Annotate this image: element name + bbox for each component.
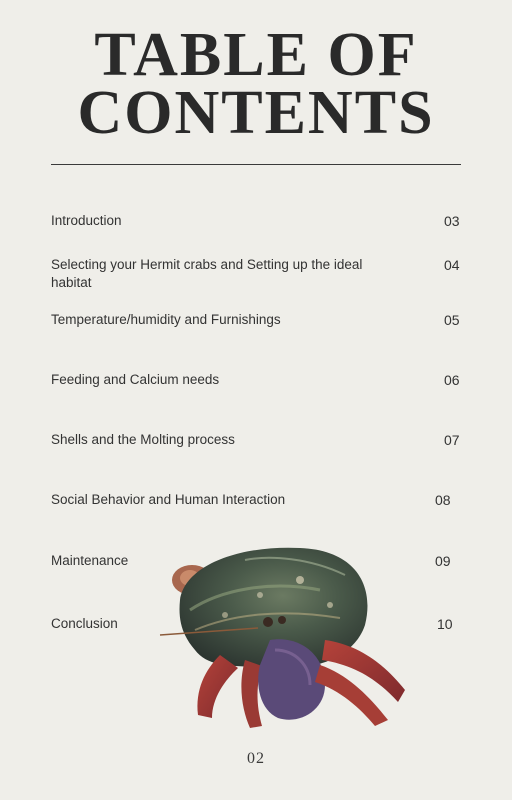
title-divider (51, 164, 461, 165)
page-title (0, 21, 512, 147)
hermit-crab-image (150, 540, 420, 740)
title-line-1: TABLE OF (94, 21, 418, 89)
toc-entry-page: 06 (444, 372, 460, 388)
toc-entry-page: 08 (435, 492, 451, 508)
toc-entry-page: 05 (444, 312, 460, 328)
toc-entry-page: 04 (444, 257, 460, 273)
toc-entry-label: Temperature/humidity and Furnishings (51, 312, 281, 327)
toc-entry-label: Maintenance (51, 553, 129, 568)
page-number: 02 (247, 750, 265, 767)
toc-entry-label: Conclusion (51, 616, 118, 631)
toc-entry-label: Social Behavior and Human Interaction (51, 492, 286, 507)
toc-entry-page: 07 (444, 432, 460, 448)
toc-entry-label: Introduction (51, 213, 122, 228)
toc-entry-page: 09 (435, 553, 451, 569)
title-line-2: CONTENTS (77, 79, 435, 147)
toc-entry-label: Feeding and Calcium needs (51, 372, 220, 387)
toc-entry-page: 10 (437, 616, 453, 632)
toc-entry-label: Selecting your Hermit crabs and Setting up the ideal habitat (51, 257, 363, 290)
toc-entry-label: Shells and the Molting process (51, 432, 235, 447)
toc-entry-page: 03 (444, 213, 460, 229)
